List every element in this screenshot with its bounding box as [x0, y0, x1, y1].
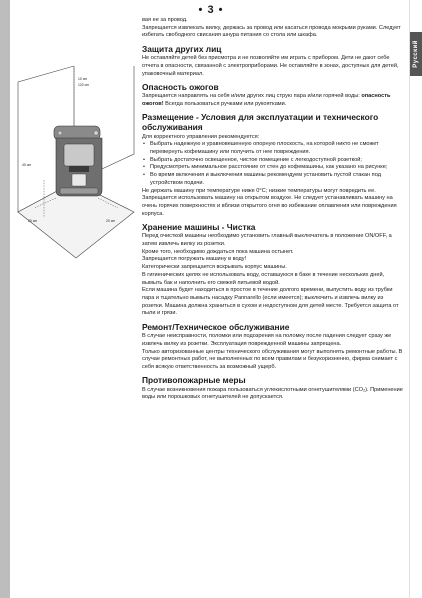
storage-paragraph-1: Перед очисткой машины необходимо установить главный выключатель в положение ON/OFF, а затем извлечь вилку из розетки.	[142, 233, 392, 248]
coffee-machine-illustration	[54, 126, 102, 196]
section-title-placement: Размещение - Условия для эксплуатации и технического обслуживания	[142, 112, 379, 133]
dim-label-left: 20 cm	[28, 219, 38, 223]
list-item: • Выбрать достаточно освещенное, чистое помещение с легкодоступной розеткой;	[142, 157, 404, 165]
placement-list	[142, 141, 404, 187]
dim-label-side: 40 cm	[22, 163, 32, 167]
list-item: • Во время включения и выключения машины рекомендуем установить пустой стакан под устройством подачи.	[142, 172, 404, 187]
burns-warning: опасность ожогов!	[142, 93, 391, 107]
storage-paragraph-4: Категорически запрещается вскрывать корпус машины.	[142, 264, 287, 271]
language-tab	[410, 32, 422, 76]
storage-paragraph-2: Кроме того, необходимо дождаться пока машина остынет.	[142, 248, 294, 255]
section-title-repair: Ремонт/Техническое обслуживание	[142, 321, 290, 332]
instructions-column	[142, 17, 404, 402]
machine-placement-diagram	[14, 62, 136, 292]
repair-paragraph-1: В случае неисправности, поломки или подозрения на поломку после падения следует сразу же извлечь вилку из розетки. Эксплуатация поврежденной машины запрещена.	[142, 333, 392, 347]
storage-paragraph-3: Запрещается погружать машину в воду!	[142, 256, 247, 263]
gray-margin-band	[0, 0, 10, 598]
fire-paragraph: В случае возникновения пожара пользоваться углекислотными огнетушителями (CO₂). Применение воды или порошковых огнетушителей не допускается.	[142, 386, 403, 401]
dim-label-top: 10 cm	[78, 77, 88, 81]
intro-line-2: Запрещается извлекать вилку, держась за провод или касаться провода мокрыми руками. Следует избегать свободного свисания шнура питания со стола или шкафа.	[142, 24, 401, 39]
page-number: • 3 •	[198, 4, 224, 16]
storage-paragraph-6: Если машина будет находиться в простое в течение долгого времени, выпустить воду из трубки пара и тщательно вымыть насадку Pannarello (если имеется); выключить и извлечь вилку из розетки. Машина должна храниться в сухом и недоступном для детей месте. Требуется защита от пыли и грязи.	[142, 287, 399, 317]
language-tab-label: Русский	[413, 40, 419, 68]
intro-line-1: вая ее за провод.	[142, 17, 188, 23]
burns-text-before: Запрещается направлять на себя и/или других лиц струю пара и/или горячей воды:	[142, 93, 362, 100]
burns-paragraph	[142, 93, 404, 108]
list-item: • Предусмотреть минимальное расстояние от стен до кофемашины, как указано на рисунке;	[142, 164, 404, 172]
section-title-children: Защита других лиц	[142, 43, 222, 54]
right-rule	[409, 0, 410, 598]
placement-lead: Для корректного управления рекомендуется:	[142, 133, 260, 140]
burns-text-after: Всегда пользоваться ручками или рукоятками.	[163, 100, 287, 107]
placement-paragraph: Не держать машину при температуре ниже 0°C; низкие температуры могут повредить ее. Запрещается использовать машину на открытом воздухе. Не следует устанавливать машину на очень горячих поверхностях и вблизи открытого огня во избежание оплавления или повреждения корпуса.	[142, 187, 397, 217]
section-title-burns: Опасность ожогов	[142, 81, 219, 92]
children-paragraph: Не оставляйте детей без присмотра и не позволяйте им играть с прибором. Дети не дают себе отчета в опасности, связанной с электроприборами. Не оставляйте в зонах, доступных для детей, упаковочный материал.	[142, 55, 399, 77]
list-item: • Выбрать надежную и уравновешенную опорную плоскость, на которой никто не сможет перевернуть кофемашину или получить от нее повреждения.	[142, 141, 404, 156]
section-title-fire: Противопожарные меры	[142, 375, 246, 386]
left-gutter	[0, 0, 138, 598]
storage-paragraph-5: В гигиенических целях не использовать воду, оставшуюся в баке в течение нескольких дней, вымыть бак и наполнить его свежей питьевой водой.	[142, 271, 385, 286]
dim-label-right: 20 cm	[106, 219, 116, 223]
repair-paragraph-2: Только авторизованные центры технического обслуживания могут выполнять ремонтные работы. В случае ремонтных работ, не выполненных по всем правилам и безукоризненно, фирма снимает с себя всякую ответственность за возможный ущерб.	[142, 348, 403, 370]
section-title-storage: Хранение машины - Чистка	[142, 221, 256, 232]
dim-label-height: 120 cm	[78, 83, 90, 87]
